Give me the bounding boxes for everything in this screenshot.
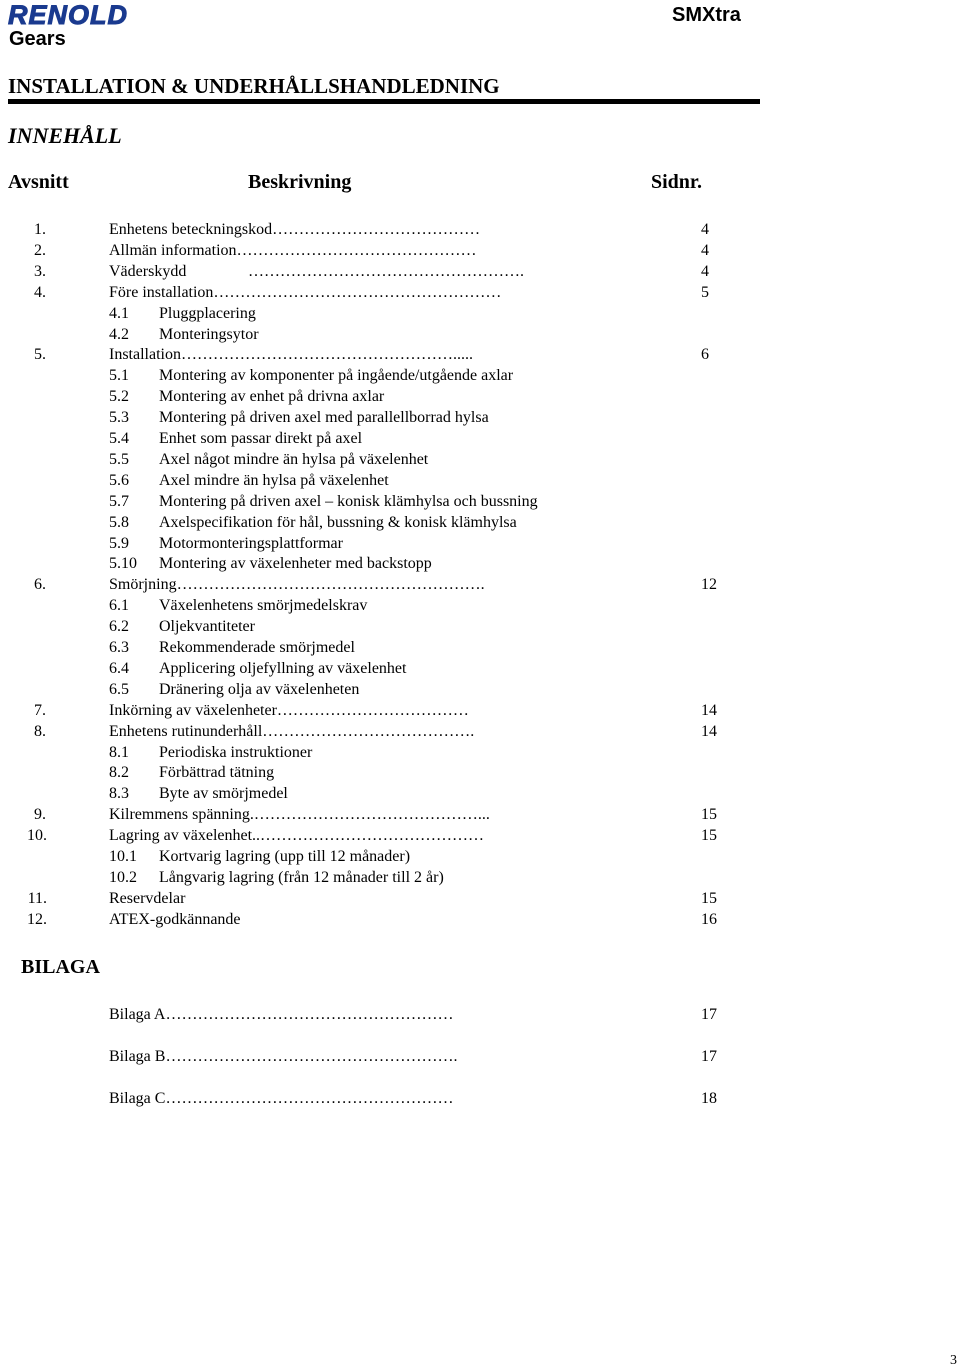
appendix-page-number: 18 bbox=[701, 1090, 717, 1107]
toc-subsection-title: Montering på driven axel – konisk klämhylsa och bussning bbox=[159, 493, 538, 510]
toc-section-title: Allmän information……………………………………… bbox=[109, 242, 477, 259]
column-header-section: Avsnitt bbox=[8, 171, 69, 193]
toc-section-title: Installation……………………………………………..... bbox=[109, 346, 473, 363]
toc-section-title: Enhetens rutinunderhåll…………………………………. bbox=[109, 723, 475, 740]
toc-subsection-number: 8.3 bbox=[109, 785, 129, 802]
toc-section-number: 1. bbox=[34, 221, 46, 238]
toc-subsection-number: 4.2 bbox=[109, 326, 129, 343]
appendix-title: Bilaga A……………………………………………… bbox=[109, 1006, 454, 1023]
column-header-page: Sidnr. bbox=[651, 171, 702, 193]
toc-section-title: Före installation……………………………………………… bbox=[109, 284, 502, 301]
toc-subsection-number: 5.5 bbox=[109, 451, 129, 468]
toc-subsection-title: Dränering olja av växelenheten bbox=[159, 681, 360, 698]
column-header-description: Beskrivning bbox=[248, 171, 352, 193]
toc-subsection-title: Byte av smörjmedel bbox=[159, 785, 288, 802]
toc-section-number: 9. bbox=[34, 806, 46, 823]
toc-subsection-number: 5.9 bbox=[109, 535, 129, 552]
toc-section-number: 5. bbox=[34, 346, 46, 363]
toc-section-title: Smörjning…………………………………………………. bbox=[109, 576, 485, 593]
appendix-page-number: 17 bbox=[701, 1006, 717, 1023]
contents-heading: INNEHÅLL bbox=[8, 123, 122, 148]
appendix-page-number: 17 bbox=[701, 1048, 717, 1065]
toc-subsection-number: 8.1 bbox=[109, 744, 129, 761]
toc-page-number: 4 bbox=[701, 263, 709, 280]
toc-section-number: 7. bbox=[34, 702, 46, 719]
toc-subsection-title: Enhet som passar direkt på axel bbox=[159, 430, 363, 447]
toc-section-number: 6. bbox=[34, 576, 46, 593]
toc-page-number: 14 bbox=[701, 702, 717, 719]
toc-subsection-title: Montering av enhet på drivna axlar bbox=[159, 388, 385, 405]
footer-page-number: 3 bbox=[950, 1353, 957, 1368]
toc-page-number: 15 bbox=[701, 827, 717, 844]
toc-subsection-number: 10.1 bbox=[109, 848, 137, 865]
toc-page-number: 14 bbox=[701, 723, 717, 740]
toc-page-number: 12 bbox=[701, 576, 717, 593]
toc-page-number: 15 bbox=[701, 806, 717, 823]
toc-subsection-title: Växelenhetens smörjmedelskrav bbox=[159, 597, 368, 614]
toc-section-title: Kilremmens spänning.……………………………………... bbox=[109, 806, 490, 823]
toc-subsection-number: 5.2 bbox=[109, 388, 129, 405]
toc-subsection-number: 6.4 bbox=[109, 660, 129, 677]
toc-subsection-title: Montering av komponenter på ingående/utgående axlar bbox=[159, 367, 514, 384]
toc-page-number: 5 bbox=[701, 284, 709, 301]
product-name: SMXtra bbox=[672, 4, 741, 26]
toc-subsection-title: Axelspecifikation för hål, bussning & konisk klämhylsa bbox=[159, 514, 517, 531]
toc-subsection-title: Förbättrad tätning bbox=[159, 764, 275, 781]
toc-section-title: Väderskydd bbox=[109, 263, 187, 280]
toc-page-number: 15 bbox=[701, 890, 717, 907]
toc-section-number: 2. bbox=[34, 242, 46, 259]
toc-subsection-title: Kortvarig lagring (upp till 12 månader) bbox=[159, 848, 411, 865]
toc-subsection-number: 5.7 bbox=[109, 493, 129, 510]
toc-page-number: 4 bbox=[701, 242, 709, 259]
brand-division: Gears bbox=[9, 28, 66, 50]
toc-subsection-title: Montering av växelenheter med backstopp bbox=[159, 555, 432, 572]
toc-subsection-title: Axel något mindre än hylsa på växelenhet bbox=[159, 451, 429, 468]
toc-subsection-number: 5.6 bbox=[109, 472, 129, 489]
toc-subsection-title: Motormonteringsplattformar bbox=[159, 535, 343, 552]
toc-subsection-number: 5.8 bbox=[109, 514, 129, 531]
toc-leader-dots: ……………………………………………. bbox=[248, 263, 524, 280]
toc-page-number: 4 bbox=[701, 221, 709, 238]
toc-page-number: 16 bbox=[701, 911, 717, 928]
toc-subsection-number: 10.2 bbox=[109, 869, 137, 886]
toc-subsection-number: 8.2 bbox=[109, 764, 129, 781]
toc-section-number: 8. bbox=[34, 723, 46, 740]
toc-subsection-number: 6.1 bbox=[109, 597, 129, 614]
toc-section-title: Enhetens beteckningskod………………………………… bbox=[109, 221, 481, 238]
toc-subsection-title: Långvarig lagring (från 12 månader till 2 år) bbox=[159, 869, 444, 886]
toc-subsection-title: Rekommenderade smörjmedel bbox=[159, 639, 355, 656]
toc-subsection-number: 5.1 bbox=[109, 367, 129, 384]
toc-subsection-number: 6.3 bbox=[109, 639, 129, 656]
toc-section-number: 4. bbox=[34, 284, 46, 301]
toc-section-title: ATEX-godkännande bbox=[109, 911, 241, 928]
appendix-heading: BILAGA bbox=[21, 956, 100, 978]
toc-subsection-number: 5.4 bbox=[109, 430, 129, 447]
toc-subsection-title: Oljekvantiteter bbox=[159, 618, 255, 635]
toc-subsection-number: 4.1 bbox=[109, 305, 129, 322]
toc-section-number: 10. bbox=[27, 827, 47, 844]
document-title: INSTALLATION & UNDERHÅLLSHANDLEDNING bbox=[8, 74, 500, 98]
toc-page-number: 6 bbox=[701, 346, 709, 363]
toc-section-title: Lagring av växelenhet..…………………………………… bbox=[109, 827, 485, 844]
title-rule bbox=[8, 99, 760, 104]
toc-section-number: 3. bbox=[34, 263, 46, 280]
appendix-title: Bilaga C……………………………………………… bbox=[109, 1090, 454, 1107]
toc-subsection-title: Periodiska instruktioner bbox=[159, 744, 313, 761]
toc-subsection-title: Monteringsytor bbox=[159, 326, 259, 343]
toc-subsection-number: 5.3 bbox=[109, 409, 129, 426]
toc-subsection-title: Axel mindre än hylsa på växelenhet bbox=[159, 472, 389, 489]
toc-section-title: Reservdelar bbox=[109, 890, 186, 907]
toc-section-title: Inkörning av växelenheter……………………………… bbox=[109, 702, 469, 719]
toc-section-number: 12. bbox=[27, 911, 47, 928]
toc-section-number: 11. bbox=[27, 890, 47, 907]
appendix-title: Bilaga B………………………………………………. bbox=[109, 1048, 458, 1065]
toc-subsection-number: 6.2 bbox=[109, 618, 129, 635]
toc-subsection-number: 5.10 bbox=[109, 555, 137, 572]
toc-subsection-title: Applicering oljefyllning av växelenhet bbox=[159, 660, 407, 677]
toc-subsection-number: 6.5 bbox=[109, 681, 129, 698]
toc-subsection-title: Pluggplacering bbox=[159, 305, 256, 322]
brand-logo: RENOLD bbox=[8, 0, 128, 30]
toc-subsection-title: Montering på driven axel med parallellborrad hylsa bbox=[159, 409, 489, 426]
